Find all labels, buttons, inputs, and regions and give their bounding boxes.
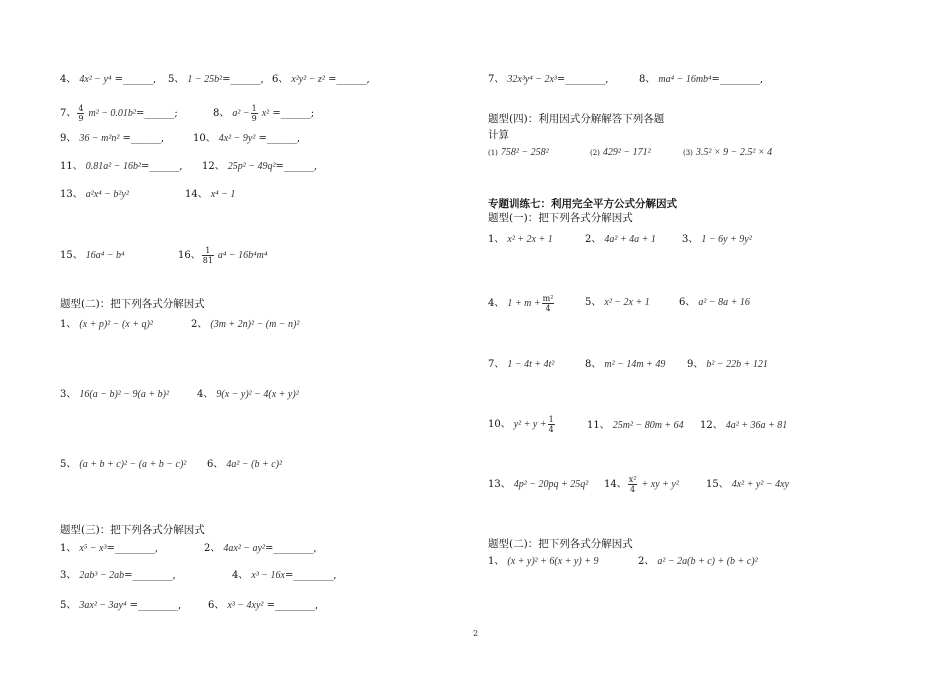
left-item-9: 9、 36 − m²n² =______, [60, 133, 165, 144]
right-t7-item-12: 12、 4a² + 36a + 81 [700, 420, 788, 431]
right-sec4-title: 题型(四)：利用因式分解解答下列各题 [488, 113, 665, 125]
right-sec4-item-3: (3) 3.5² × 9 − 2.5² × 4 [683, 147, 773, 158]
left-sec2-item-6: 6、 4a² − (b + c)² [207, 459, 282, 470]
right-t7-item-11: 11、 25m² − 80m + 64 [587, 420, 684, 431]
left-sec3-item-6: 6、 x³ − 4xy² =________, [208, 600, 319, 611]
left-sec2-item-2: 2、 (3m + 2n)² − (m − n)² [191, 319, 300, 330]
left-sec2-title: 题型(二)：把下列各式分解因式 [60, 298, 205, 310]
left-item-5: 5、 1 − 25b²=______, [168, 74, 264, 85]
right-t7-item-7: 7、 1 − 4t + 4t² [488, 359, 555, 370]
left-sec3-item-1: 1、 x⁵ − x³=________, [60, 543, 159, 554]
right-t7-sec2-item-1: 1、 (x + y)² + 6(x + y) + 9 [488, 556, 599, 567]
left-item-16: 16、 $\frac{1}{81}$ a⁴ − 16b⁴m⁴ [178, 246, 268, 265]
left-item-13: 13、 a²x⁴ − b²y² [60, 189, 129, 200]
right-t7-sec2-item-2: 2、 a² − 2a(b + c) + (b + c)² [638, 556, 758, 567]
right-item-7: 7、 32x³y⁴ − 2x³=________, [488, 74, 609, 85]
right-t7-item-13: 13、 4p² − 20pq + 25q² [488, 479, 589, 490]
right-topic7-title: 专题训练七：利用完全平方公式分解因式 [488, 198, 677, 210]
fraction: $\frac{4}{9}$ [78, 104, 84, 123]
right-sec4-item-2: (2) 429² − 171² [590, 147, 651, 158]
right-t7-sec2-title: 题型(二)：把下列各式分解因式 [488, 538, 633, 550]
right-item-8: 8、 ma⁴ − 16mb⁴=________, [639, 74, 764, 85]
right-t7-item-3: 3、 1 − 6y + 9y² [682, 234, 752, 245]
left-item-11: 11、 0.81a² − 16b²=______, [60, 161, 183, 172]
right-t7-item-9: 9、 b² − 22b + 121 [687, 359, 768, 370]
left-item-10: 10、 4x² − 9y² =______, [193, 133, 301, 144]
fraction: $\frac{\text{m²}}{4}$ [542, 294, 554, 313]
page-number: 2 [473, 629, 479, 638]
left-item-4: 4、 4x² − y⁴ =______, [60, 74, 157, 85]
left-sec2-item-1: 1、 (x + p)² − (x + q)² [60, 319, 153, 330]
fraction: $\frac{1}{81}$ [202, 246, 213, 265]
right-t7-item-6: 6、 a² − 8a + 16 [679, 297, 750, 308]
right-t7-item-10: 10、 y² + y + $\frac{1}{4}$ [488, 415, 554, 434]
left-sec3-title: 题型(三)：把下列各式分解因式 [60, 524, 205, 536]
right-t7-item-15: 15、 4x² + y² − 4xy [706, 479, 789, 490]
left-item-8: 8、 a² − $\frac{1}{9}$ x² =______; [213, 104, 315, 123]
fraction: $\frac{1}{9}$ [251, 104, 257, 123]
left-sec2-item-3: 3、 16(a − b)² − 9(a + b)² [60, 389, 169, 400]
left-sec2-item-4: 4、 9(x − y)² − 4(x + y)² [197, 389, 299, 400]
fraction: $\frac{\text{x²}}{4}$ [628, 475, 637, 494]
right-topic7-sec1: 题型(一)：把下列各式分解因式 [488, 212, 633, 224]
left-sec3-item-4: 4、 x³ − 16x=________, [232, 570, 337, 581]
left-item-14: 14、 x⁴ − 1 [185, 189, 236, 200]
fraction: $\frac{1}{4}$ [548, 415, 554, 434]
left-item-7: 7、 $\frac{4}{9}$ m² − 0.01b²=______; [60, 104, 178, 123]
right-sec4-sub: 计算 [488, 129, 509, 141]
right-t7-item-5: 5、 x² − 2x + 1 [585, 297, 650, 308]
left-item-12: 12、 25p² − 49q²=______, [202, 161, 318, 172]
right-t7-item-4: 4、 1 + m + $\frac{\text{m²}}{4}$ [488, 294, 554, 313]
right-t7-item-1: 1、 x² + 2x + 1 [488, 234, 553, 245]
left-sec3-item-2: 2、 4ax² − ay²=________, [204, 543, 317, 554]
right-sec4-item-1: (1) 758² − 258² [488, 147, 549, 158]
right-t7-item-8: 8、 m² − 14m + 49 [585, 359, 666, 370]
left-item-6: 6、 x²y² − z² =______, [272, 74, 370, 85]
right-t7-item-14: 14、 $\frac{\text{x²}}{4}$ + xy + y² [604, 475, 679, 494]
left-sec3-item-3: 3、 2ab³ − 2ab=________, [60, 570, 176, 581]
right-t7-item-2: 2、 4a² + 4a + 1 [585, 234, 656, 245]
left-item-15: 15、 16a⁴ − b⁴ [60, 250, 125, 261]
left-sec2-item-5: 5、 (a + b + c)² − (a + b − c)² [60, 459, 187, 470]
left-sec3-item-5: 5、 3ax² − 3ay⁴ =________, [60, 600, 182, 611]
